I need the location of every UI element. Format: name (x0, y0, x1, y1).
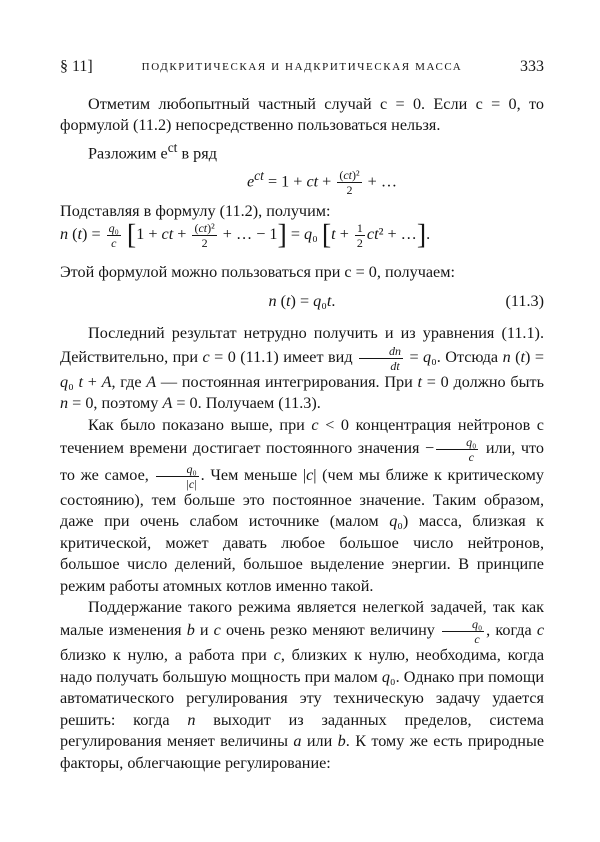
fraction: $\frac{\text{(ct)²}}{2}$ (194, 221, 215, 251)
paragraph-1: Отметим любопытный частный случай c = 0. Если c = 0, то формулой (11.2) непосредственно пользоваться нельзя. (60, 95, 544, 135)
page-body (60, 94, 544, 774)
fraction: $\frac{\text{q₀}}{c}$ (108, 221, 119, 251)
equation-number: (11.3) (505, 292, 544, 311)
paragraph-6: Как было показано выше, при c < 0 концентрация нейтронов с течением времени достигает постоянного значения − $\frac{\text{q₀}}{c}$ или, что то же самое, $\frac{\text{q₀}}{|c|}$ . Чем меньше |c| (чем мы ближе к критическому состоянию), тем больше это постоянное значение. Таким образом, даже при очень слабом источнике (малом q₀) масса, близкая к критической, может давать любое большое число нейтронов, большое число делений, большое выделение энергии. В принципе режим работы атомных котлов именно такой. (60, 415, 545, 595)
paragraph-2: Разложим $e^{ct}$ в ряд (88, 139, 217, 163)
fraction: $\frac{1}{2}$ (356, 221, 363, 251)
running-title: ПОДКРИТИЧЕСКАЯ И НАДКРИТИЧЕСКАЯ МАССА (141, 61, 463, 73)
fraction: $\frac{\text{(ct)²}}{2}$ (339, 167, 360, 197)
page-number: 333 (520, 58, 544, 75)
equation-series: $e^{ct} = 1$ + ct + $\frac{\text{(ct)²}}{2}$ + … (246, 167, 398, 197)
paragraph-4: Этой формулой можно пользоваться при c = 0, получаем: (60, 263, 455, 282)
paragraph-3: Подставляя в формулу (11.2), получим: (60, 201, 331, 220)
fraction: $\frac{\text{q₀}}{c}$ (436, 436, 478, 463)
fraction: $\frac{dn}{dt}$ (359, 345, 403, 372)
paragraph-7: Поддержание такого режима является нелегкой задачей, так как малые изменения b и c очень резко меняют величину $\frac{\text{q₀}}{c}$ , когда c близко к нулю, а работа при c, близких к нулю, необходима, когда надо получать большую мощность при малом q₀. Однако при помощи автоматического регулирования эту техническую задачу удается решить: когда n выходит из заданных пределов, система регулирования меняет величины a или b. К тому же есть природные факторы, облегчающие регулирование: (60, 598, 545, 772)
equation-11-3: n (t) = q₀t. (11.3) (60, 283, 544, 317)
fraction: $\frac{\text{q₀}}{c}$ (442, 618, 484, 645)
section-number: § 11] (60, 58, 93, 75)
equation-substitution: n (t) = $\frac{\text{q₀}}{c}$ [1 + ct + $\frac{\text{(ct)²}}{2}$ + … − 1] = q₀ [t + $\frac{1}{2}$ ct² + …]. (60, 219, 431, 251)
running-header (60, 58, 544, 80)
fraction: $\frac{\text{q₀}}{|c|}$ (156, 463, 198, 490)
paragraph-5: Последний результат нетрудно получить и из уравнения (11.1). Действительно, при c = 0 (11.1) имеет вид $\frac{dn}{dt}$ = q₀. Отсюда n (t) = q₀ t + A, где A — постоянная интегрирования. При t = 0 должно быть n = 0, поэтому A = 0. Получаем (11.3). (60, 324, 544, 413)
